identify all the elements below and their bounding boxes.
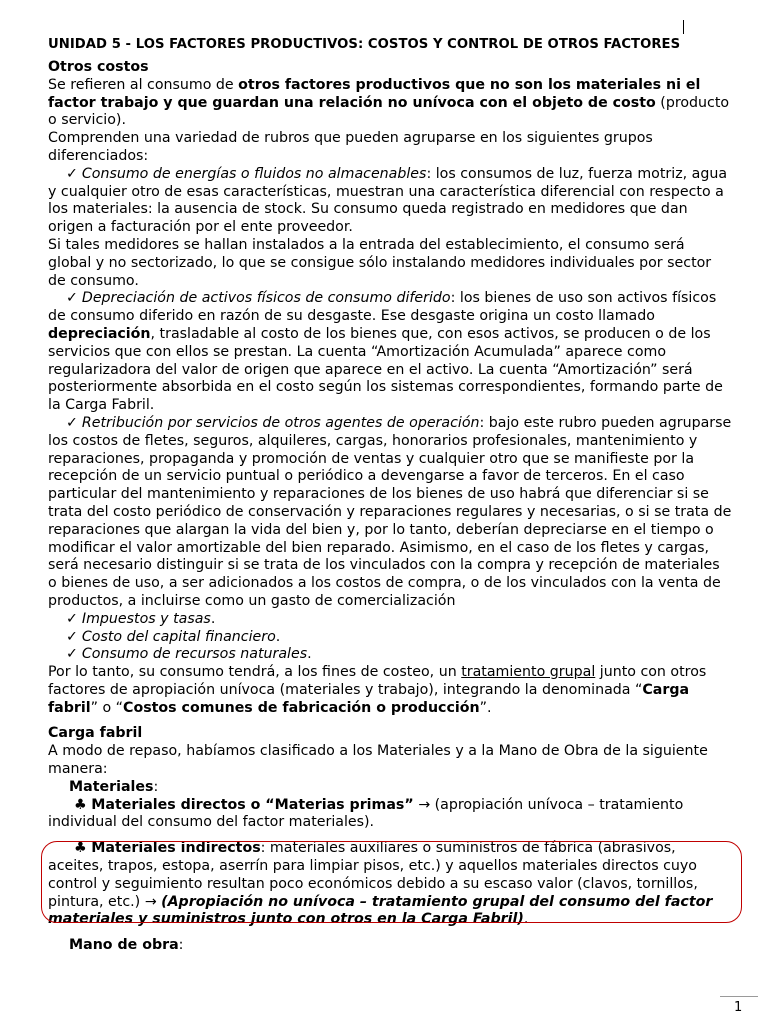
check-icon: ✓ — [66, 414, 78, 431]
text-cursor — [683, 20, 684, 34]
item-text: : los consumos de luz, fuerza motriz, agua y cualquier otro de esas características, muestran una característica diferencial con respecto a los materiales: la ausencia de stock. Su consumo queda registrado en medidores que dan origen a facturación por el ente proveedor. — [48, 165, 728, 236]
item-label: Impuestos y tasas — [81, 610, 211, 627]
check-icon: ✓ — [66, 646, 78, 663]
check-icon: ✓ — [66, 628, 78, 645]
sub-bullet-materiales-directos: ♣ Materiales directos o “Materias primas” → (apropiación unívoca – tratamiento individual del consumo del factor materiales). — [48, 796, 684, 831]
item-bold: depreciación — [48, 325, 151, 342]
bold-term-carga-fabril: Carga fabril — [48, 681, 690, 716]
groups-paragraph: Comprenden una variedad de rubros que pueden agruparse en los siguientes grupos diferenciados: — [48, 130, 653, 164]
conclusion-paragraph: Por lo tanto, su consumo tendrá, a los fines de costeo, un tratamiento grupal junto con otros factores de apropiación unívoca (materiales y trabajo), integrando la denominada “Carga fabril” o “Costos comunes de fabricación o producción”. — [48, 664, 707, 716]
intro-text-c: (producto o servicio). — [48, 94, 730, 129]
bold-italic-text: (Apropiación no unívoca – tratamiento grupal del consumo del factor materiales y suministros junto con otros en la Carga Fabril) — [48, 893, 713, 928]
list-item-depreciacion — [48, 290, 732, 415]
list-item-energias — [48, 166, 732, 237]
intro-text-bold: otros factores productivos que no son los materiales ni el factor trabajo y que guardan una relación no unívoca con el objeto de costo — [48, 76, 701, 111]
item-text: : bajo este rubro pueden agruparse los costos de fletes, seguros, alquileres, cargas, honorarios profesionales, mantenimiento y reparaciones, propaganda y promoción de ventas y cualquier otro que se manifieste por la recepción de un servicio puntual o periódico a devengarse a favor de terceros. En el caso particular del mantenimiento y reparaciones de los bienes de uso habrá que diferenciar si se trata del costo periódico de conservación y reparaciones regulares y necesarias, o si se trata de reparaciones que alargan la vida del bien y, por lo tanto, deberían depreciarse en el tiempo o modificar el valor amortizable del bien reparado. Asimismo, en el caso de los fletes y cargas, será necesario distinguir si se trata de los vinculados con la compra y recepción de materiales o bienes de uso, a ser adicionados a los costos de compra, o de los vinculados con la venta de productos, a incluirse como un gasto de comercialización — [48, 414, 732, 609]
item-text-b: , trasladable al costo de los bienes que, con esos activos, se producen o de los servicios que con ellos se prestan. La cuenta “Amortización Acumulada” aparece como regularizadora del valor de origen que aparece en el activo. La cuenta “Amortización” será posteriormente absorbida en el costo según los sistemas correspondientes, formando parte de la Carga Fabril. — [48, 325, 723, 414]
arrow-icon: → — [144, 893, 157, 910]
check-icon: ✓ — [66, 290, 78, 307]
club-icon: ♣ — [74, 796, 87, 813]
intro-paragraph — [48, 77, 732, 130]
club-icon: ♣ — [74, 840, 87, 857]
unit-title: UNIDAD 5 - LOS FACTORES PRODUCTIVOS: COSTOS Y CONTROL DE OTROS FACTORES — [48, 37, 681, 52]
list-item-retribucion — [48, 415, 732, 611]
section-heading-carga-fabril: Carga fabril — [48, 725, 143, 742]
sub-bullet-materiales-indirectos: ♣ Materiales indirectos: materiales auxiliares o suministros de fábrica (abrasivos, aceites, trapos, estopa, aserrín para limpiar pisos, etc.) y aquellos materiales directos cuyo control y seguimiento resultan poco económicos debido a su escaso valor (clavos, tornillos, pintura, etc.) → (Apropiación no unívoca – tratamiento grupal del consumo del factor materiales y suministros junto con otros en la Carga Fabril). — [48, 840, 713, 928]
footer-divider — [720, 996, 758, 997]
document-body — [48, 59, 732, 955]
underlined-term: tratamiento grupal — [461, 664, 596, 681]
list-item-impuestos: ✓ Impuestos y tasas. — [66, 610, 216, 627]
item-label: Costo del capital financiero — [81, 628, 276, 645]
check-icon: ✓ — [66, 610, 78, 627]
page-number: 1 — [734, 1000, 743, 1015]
bold-term-costos-comunes: Costos comunes de fabricación o producción — [123, 699, 480, 716]
check-icon: ✓ — [66, 165, 78, 182]
item-label: Consumo de recursos naturales — [81, 646, 308, 663]
highlight-annotation — [41, 841, 742, 923]
bullet-materiales: Materiales: — [69, 778, 159, 795]
paragraph-medidores: Si tales medidores se hallan instalados a la entrada del establecimiento, el consumo será global y no sectorizado, lo que se consigue sólo instalando medidores individuales por sector de consumo. — [48, 236, 712, 289]
item-label: Depreciación de activos físicos de consumo diferido — [81, 290, 451, 307]
item-label: Consumo de energías o fluidos no almacenables — [81, 165, 427, 182]
section-heading-otros-costos: Otros costos — [48, 59, 149, 75]
item-label: Retribución por servicios de otros agentes de operación — [81, 414, 480, 431]
list-item-recursos: ✓ Consumo de recursos naturales. — [66, 646, 312, 663]
item-text-a: : los bienes de uso son activos físicos de consumo diferido en razón de su desgaste. Ese desgaste origina un costo llamado — [48, 290, 717, 325]
bullet-mano-de-obra: Mano de obra: — [69, 937, 184, 954]
repaso-paragraph: A modo de repaso, habíamos clasificado a los Materiales y a la Mano de Obra de la siguiente manera: — [48, 743, 708, 778]
list-item-capital: ✓ Costo del capital financiero. — [66, 628, 281, 645]
arrow-icon: → — [418, 796, 431, 813]
intro-text-a: Se refieren al consumo de — [48, 76, 239, 93]
